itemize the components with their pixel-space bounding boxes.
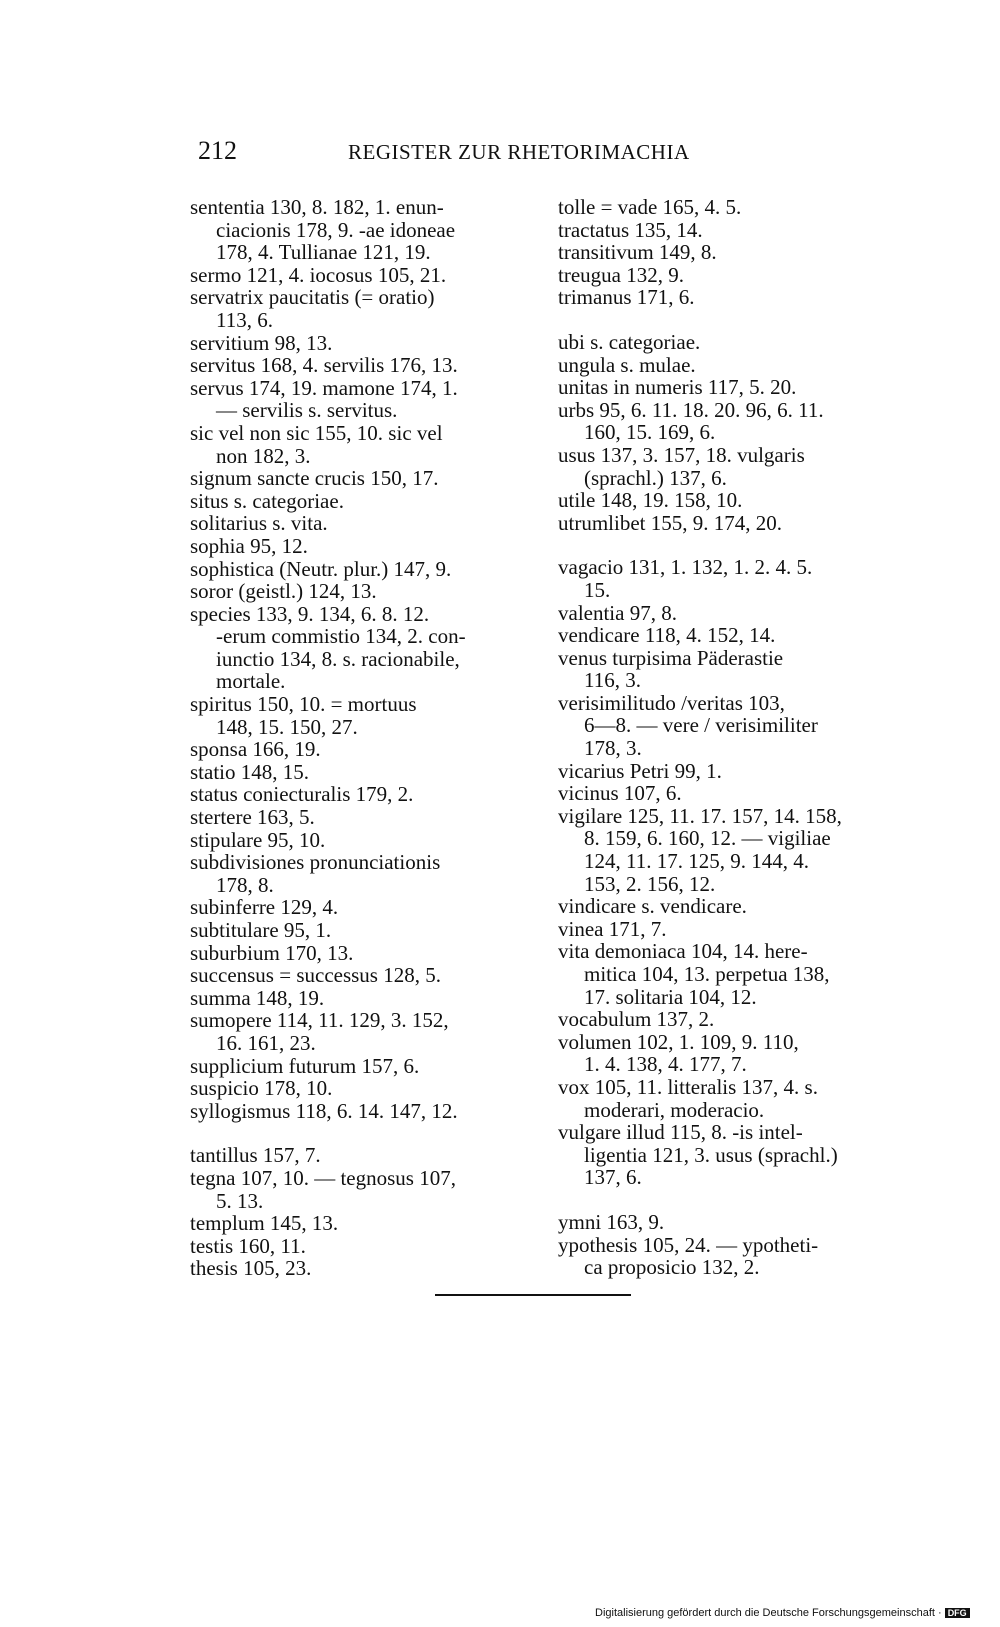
index-entry: stertere 163, 5. bbox=[190, 805, 315, 830]
index-entry: ymni 163, 9. bbox=[558, 1209, 665, 1234]
index-entry: sermo 121, 4. iocosus 105, 21. bbox=[190, 262, 447, 287]
index-entry: suburbium 170, 13. bbox=[190, 940, 354, 965]
index-entry: syllogismus 118, 6. 14. 147, 12. bbox=[190, 1098, 458, 1123]
index-entry: verisimilitudo /veritas 103, bbox=[558, 690, 785, 715]
index-entry-cont: mitica 104, 13. perpetua 138, bbox=[584, 962, 830, 986]
index-entry: volumen 102, 1. 109, 9. 110, bbox=[558, 1029, 799, 1054]
index-entry-cont: 178, 3. bbox=[584, 736, 642, 761]
index-entry: sponsa 166, 19. bbox=[190, 737, 321, 762]
index-entry: servus 174, 19. mamone 174, 1. bbox=[190, 375, 458, 400]
index-entry-cont: 178, 8. bbox=[216, 872, 274, 897]
index-entry-cont: 160, 15. 169, 6. bbox=[584, 420, 716, 445]
index-entry: vulgare illud 115, 8. -is intel- bbox=[558, 1120, 803, 1145]
index-entry: tegna 107, 10. — tegnosus 107, bbox=[190, 1165, 456, 1190]
index-entry: vicarius Petri 99, 1. bbox=[558, 758, 722, 783]
index-entry-cont: 1. 4. 138, 4. 177, 7. bbox=[584, 1052, 747, 1077]
index-entry: ubi s. categoriae. bbox=[558, 329, 701, 354]
index-entry: sumopere 114, 11. 129, 3. 152, bbox=[190, 1008, 449, 1033]
index-entry: ungula s. mulae. bbox=[558, 352, 696, 377]
index-entry-cont: 137, 6. bbox=[584, 1165, 642, 1190]
index-entry: supplicium futurum 157, 6. bbox=[190, 1053, 420, 1078]
letter-group-gap bbox=[190, 1122, 540, 1144]
index-entry-cont: 8. 159, 6. 160, 12. — vigiliae bbox=[584, 826, 831, 851]
index-entry-cont: ligentia 121, 3. usus (sprachl.) bbox=[584, 1142, 838, 1167]
index-entry: vocabulum 137, 2. bbox=[558, 1007, 715, 1032]
index-entry: suspicio 178, 10. bbox=[190, 1076, 333, 1101]
letter-group-gap bbox=[558, 1189, 908, 1211]
index-column-right bbox=[558, 196, 908, 1279]
letter-group-gap bbox=[558, 309, 908, 331]
index-entry: vicinus 107, 6. bbox=[558, 781, 682, 806]
index-entry: servatrix paucitatis (= oratio) bbox=[190, 285, 435, 310]
index-entry-cont: 16. 161, 23. bbox=[216, 1030, 316, 1055]
index-entry: thesis 105, 23. bbox=[190, 1256, 312, 1281]
index-entry-cont: 6—8. — vere / verisimiliter bbox=[584, 713, 818, 738]
index-entry-cont: 153, 2. 156, 12. bbox=[584, 871, 716, 896]
index-entry: trimanus 171, 6. bbox=[558, 285, 695, 310]
index-entry: templum 145, 13. bbox=[190, 1211, 339, 1236]
index-entry-cont: 124, 11. 17. 125, 9. 144, 4. bbox=[584, 849, 809, 874]
index-entry-cont: 5. 13. bbox=[216, 1188, 264, 1213]
index-entry-cont: 178, 4. Tullianae 121, 19. bbox=[216, 240, 431, 265]
index-entry: sophistica (Neutr. plur.) 147, 9. bbox=[190, 556, 452, 581]
page-header bbox=[198, 136, 758, 172]
index-entry: vinea 171, 7. bbox=[558, 916, 667, 941]
index-entry: status coniecturalis 179, 2. bbox=[190, 782, 414, 807]
index-entry: utile 148, 19. 158, 10. bbox=[558, 488, 743, 513]
index-entry: sententia 130, 8. 182, 1. enun- bbox=[190, 195, 444, 219]
index-entry: venus turpisima Päderastie bbox=[558, 645, 784, 670]
index-entry: servitus 168, 4. servilis 176, 13. bbox=[190, 353, 458, 378]
closing-rule bbox=[435, 1294, 631, 1296]
index-entry: treugua 132, 9. bbox=[558, 262, 684, 287]
index-entry-cont: 116, 3. bbox=[584, 668, 641, 693]
index-entry: tolle = vade 165, 4. 5. bbox=[558, 195, 742, 219]
index-entry: tractatus 135, 14. bbox=[558, 217, 703, 242]
index-entry: vindicare s. vendicare. bbox=[558, 894, 747, 919]
index-entry: vagacio 131, 1. 132, 1. 2. 4. 5. bbox=[558, 555, 813, 580]
index-entry-cont: ca proposicio 132, 2. bbox=[584, 1255, 760, 1280]
index-entry: signum sancte crucis 150, 17. bbox=[190, 466, 439, 491]
index-entry-cont: 15. bbox=[584, 577, 611, 602]
running-title: REGISTER ZUR RHETORIMACHIA bbox=[348, 140, 690, 164]
index-entry: transitivum 149, 8. bbox=[558, 240, 717, 265]
index-entry-cont: moderari, moderacio. bbox=[584, 1097, 765, 1122]
index-entry: vendicare 118, 4. 152, 14. bbox=[558, 623, 776, 648]
index-entry: situs s. categoriae. bbox=[190, 488, 344, 513]
index-entry: urbs 95, 6. 11. 18. 20. 96, 6. 11. bbox=[558, 397, 824, 422]
index-entry: subdivisiones pronunciationis bbox=[190, 850, 441, 875]
index-entry: subtitulare 95, 1. bbox=[190, 918, 332, 942]
index-entry: species 133, 9. 134, 6. 8. 12. bbox=[190, 601, 430, 626]
index-entry: vigilare 125, 11. 17. 157, 14. 158, bbox=[558, 803, 842, 828]
digitization-footer bbox=[595, 1607, 970, 1619]
index-entry: servitium 98, 13. bbox=[190, 330, 333, 355]
letter-group-gap bbox=[558, 534, 908, 556]
index-entry: solitarius s. vita. bbox=[190, 511, 328, 536]
index-entry-cont: 148, 15. 150, 27. bbox=[216, 714, 358, 739]
index-entry: summa 148, 19. bbox=[190, 985, 325, 1010]
index-entry: unitas in numeris 117, 5. 20. bbox=[558, 375, 797, 400]
index-entry-cont: ciacionis 178, 9. -ae idoneae bbox=[216, 217, 456, 242]
dfg-logo: DFG bbox=[945, 1608, 970, 1618]
index-entry-cont: non 182, 3. bbox=[216, 443, 311, 468]
index-entry: tantillus 157, 7. bbox=[190, 1143, 321, 1168]
index-entry-cont: -erum commistio 134, 2. con- bbox=[216, 624, 466, 649]
index-entry: subinferre 129, 4. bbox=[190, 895, 339, 920]
index-entry-cont: iunctio 134, 8. s. racionabile, bbox=[216, 646, 460, 671]
index-entry: sic vel non sic 155, 10. sic vel bbox=[190, 420, 443, 445]
index-column-left bbox=[190, 196, 540, 1280]
index-entry: sophia 95, 12. bbox=[190, 533, 308, 558]
index-entry: statio 148, 15. bbox=[190, 759, 309, 784]
page-number: 212 bbox=[198, 136, 237, 165]
index-entry: usus 137, 3. 157, 18. vulgaris bbox=[558, 442, 805, 467]
index-entry-cont: 17. solitaria 104, 12. bbox=[584, 984, 757, 1009]
index-entry: valentia 97, 8. bbox=[558, 600, 677, 625]
index-entry-cont: 113, 6. bbox=[216, 307, 273, 332]
footer-text: Digitalisierung gefördert durch die Deutsche Forschungsgemeinschaft · bbox=[595, 1607, 942, 1619]
index-entry: stipulare 95, 10. bbox=[190, 827, 326, 852]
index-entry: testis 160, 11. bbox=[190, 1233, 306, 1258]
index-entry: utrumlibet 155, 9. 174, 20. bbox=[558, 510, 782, 535]
index-entry-cont: mortale. bbox=[216, 669, 286, 694]
index-entry-cont: (sprachl.) 137, 6. bbox=[584, 465, 727, 490]
index-entry: soror (geistl.) 124, 13. bbox=[190, 579, 377, 604]
index-entry: vox 105, 11. litteralis 137, 4. s. bbox=[558, 1074, 818, 1099]
index-entry-cont: — servilis s. servitus. bbox=[216, 398, 398, 423]
index-entry: ypothesis 105, 24. — ypotheti- bbox=[558, 1232, 819, 1257]
index-entry: vita demoniaca 104, 14. here- bbox=[558, 939, 808, 964]
index-entry: spiritus 150, 10. = mortuus bbox=[190, 692, 417, 717]
index-entry: succensus = successus 128, 5. bbox=[190, 963, 441, 988]
